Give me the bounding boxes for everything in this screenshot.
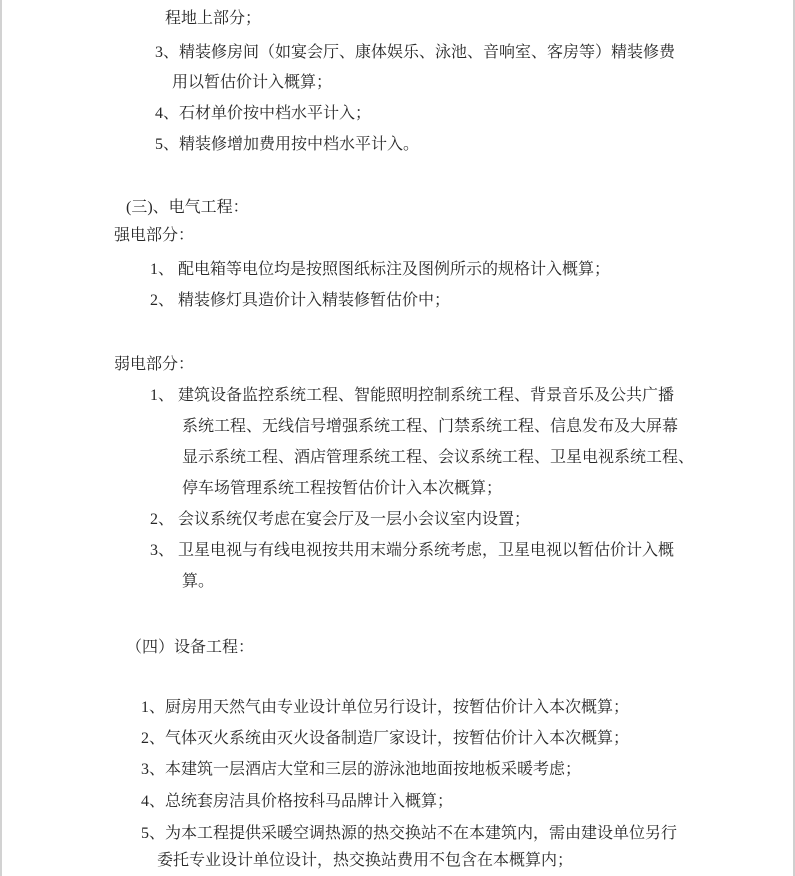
list-item-continuation: 显示系统工程、酒店管理系统工程、会议系统工程、卫星电视系统工程、 xyxy=(182,449,695,466)
list-item: 5、精装修增加费用按中档水平计入。 xyxy=(155,136,420,153)
list-item: 1、 建筑设备监控系统工程、智能照明控制系统工程、背景音乐及公共广播 xyxy=(150,387,675,404)
list-item-continuation: 委托专业设计单位设计，热交换站费用不包含在本概算内； xyxy=(157,852,574,869)
list-item: 5、为本工程提供采暖空调热源的热交换站不在本建筑内，需由建设单位另行 xyxy=(141,825,678,842)
list-item: 2、气体灭火系统由灭火设备制造厂家设计，按暂估价计入本次概算； xyxy=(141,730,630,747)
section-heading-equipment: （四）设备工程： xyxy=(126,639,255,656)
list-item: 3、 卫星电视与有线电视按共用末端分系统考虑，卫星电视以暂估价计入概 xyxy=(150,542,675,559)
list-item: 2、 会议系统仅考虑在宴会厅及一层小会议室内设置； xyxy=(150,511,531,528)
list-item: 1、 配电箱等电位均是按照图纸标注及图例所示的规格计入概算； xyxy=(150,261,611,278)
list-item: 1、厨房用天然气由专业设计单位另行设计，按暂估价计入本次概算； xyxy=(141,699,630,716)
subsection-heading-strong-current: 强电部分： xyxy=(114,227,195,244)
text-line-continuation: 程地上部分； xyxy=(165,10,262,27)
list-item: 4、石材单价按中档水平计入； xyxy=(155,105,372,122)
list-item: 3、本建筑一层酒店大堂和三层的游泳池地面按地板采暖考虑； xyxy=(141,761,582,778)
list-item: 2、 精装修灯具造价计入精装修暂估价中； xyxy=(150,292,451,309)
list-item-continuation: 用以暂估价计入概算； xyxy=(172,74,333,91)
list-item-continuation: 系统工程、无线信号增强系统工程、门禁系统工程、信息发布及大屏幕 xyxy=(182,418,679,435)
list-item: 4、总统套房洁具价格按科马品牌计入概算； xyxy=(141,793,454,810)
list-item: 3、精装修房间（如宴会厅、康体娱乐、泳池、音响室、客房等）精装修费 xyxy=(155,44,676,61)
section-heading-electrical: (三)、电气工程： xyxy=(126,199,249,216)
list-item-continuation: 停车场管理系统工程按暂估价计入本次概算； xyxy=(182,480,503,497)
list-item-continuation: 算。 xyxy=(182,573,215,590)
subsection-heading-weak-current: 弱电部分： xyxy=(114,356,195,373)
